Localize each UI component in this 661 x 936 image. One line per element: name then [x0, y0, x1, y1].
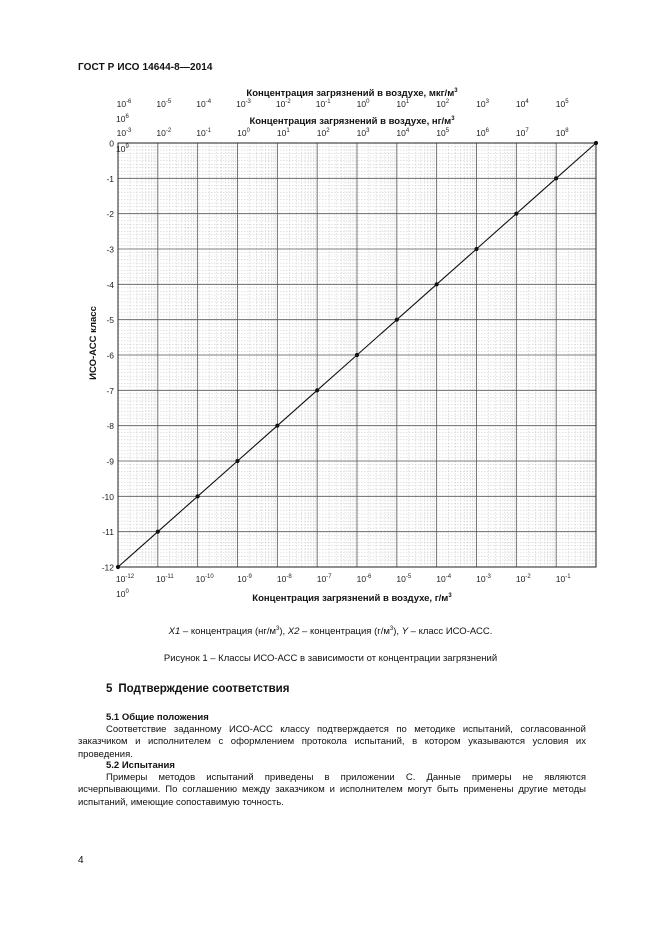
legend-sep-1: ), [279, 626, 288, 638]
section-number: 5 [106, 683, 113, 695]
top-axis-1-tick-label: $10^1$ [396, 99, 410, 109]
top-axis-2-tick-label: $10^3$ [356, 128, 370, 138]
top-axis-1-tick-label: $10^3$ [476, 99, 489, 109]
subsection-5-2-paragraph [78, 772, 586, 809]
top-axis-1-tick-label: $10^{-1}$ [315, 99, 331, 109]
bottom-axis-tick-label: $10^{-7}$ [316, 574, 332, 584]
top-axis-2-tick-label: $10^{-1}$ [196, 128, 212, 138]
document-header: ГОСТ Р ИСО 14644-8—2014 [78, 62, 213, 73]
legend-x2-sup: 3 [389, 626, 394, 632]
bottom-axis-tick-label: $10^{-3}$ [476, 574, 491, 584]
section-heading [106, 683, 295, 695]
data-point [196, 494, 200, 498]
top-axis-2-tick-label: $10^9$ [116, 144, 129, 154]
top-axis-2-tick-label: $10^{-3}$ [116, 128, 132, 138]
top-axis-1-tick-label: $10^{-3}$ [236, 99, 251, 109]
bottom-axis-tick-label: $10^{-2}$ [515, 574, 531, 584]
subsection-5-2-title: 5.2 Испытания [106, 760, 175, 771]
top-axis-1-tick-label: $10^5$ [555, 99, 569, 109]
top-axis-2-tick-label: $10^7$ [515, 128, 529, 138]
y-tick-label: -6 [106, 350, 114, 361]
top-axis-1-tick-label: $10^6$ [116, 114, 129, 124]
bottom-axis-tick-label: $10^{-11}$ [155, 574, 174, 584]
y-tick-label: -7 [106, 385, 114, 396]
top-axis-1-tick-label: $10^{-2}$ [275, 99, 291, 109]
top-axis-1-tick-label: $10^4$ [515, 99, 529, 109]
y-tick-label: -12 [101, 562, 114, 573]
data-point [554, 176, 558, 180]
data-point [435, 282, 439, 286]
legend-x1-text: – концентрация (нг/м [180, 626, 276, 638]
top-axis-2-tick-label: $10^2$ [316, 128, 330, 138]
y-tick-label: -2 [106, 209, 114, 220]
figure-caption: Рисунок 1 – Классы ИСО-АСС в зависимости от концентрации загрязнений [163, 653, 498, 664]
legend-x2-text: – концентрация (г/м [299, 626, 390, 638]
top-axis-2-tick-label: $10^0$ [237, 128, 250, 138]
top-axis-1-tick-label: $10^0$ [356, 99, 370, 109]
y-tick-label: -3 [106, 244, 114, 255]
data-point [514, 212, 518, 216]
data-point [116, 565, 120, 569]
legend-sep-2: ), [393, 626, 402, 638]
section-title: Подтверждение соответствия [118, 683, 290, 695]
subsection-5-1-title: 5.1 Общие положения [106, 712, 209, 723]
data-point [275, 424, 279, 428]
top-axis-1-tick-label: $10^2$ [436, 99, 450, 109]
y-tick-label: -5 [106, 315, 114, 326]
y-tick-label: -9 [106, 456, 114, 467]
top-axis-2-tick-label: $10^{-2}$ [156, 128, 172, 138]
top-axis-2-title: Концентрация загрязнений в воздухе, $нг/м^3$ [249, 116, 455, 127]
legend-y-text: – класс ИСО-АСС. [408, 626, 493, 638]
bottom-axis-tick-label: $10^{-10}$ [195, 574, 214, 584]
bottom-axis-tick-label: $10^{-6}$ [356, 574, 372, 584]
page-number: 4 [78, 855, 84, 866]
legend-y: Y [401, 626, 409, 638]
y-tick-label: -10 [101, 491, 114, 502]
bottom-axis-tick-label: $10^{-5}$ [396, 574, 412, 584]
subsection-5-1-paragraph [78, 724, 586, 761]
y-tick-label: -1 [106, 173, 114, 184]
data-point [315, 388, 319, 392]
data-point [395, 318, 399, 322]
legend-x1: X1 [168, 626, 181, 638]
data-point [355, 353, 359, 357]
legend-x1-sup: 3 [276, 626, 280, 632]
bottom-axis-tick-label: $10^{-9}$ [237, 574, 252, 584]
bottom-axis-title: Концентрация загрязнений в воздухе, $г/м^3$ [252, 593, 452, 604]
y-tick-label: -4 [106, 279, 114, 290]
subsection-5-2-text: Примеры методов испытаний приведены в приложении С. Данные примеры не являются исчерпывающими. По соглашению между заказчиком и исполнителем могут быть применены другие методы испытаний, имеющие сопоставимую точность. [78, 772, 586, 808]
top-axis-2-tick-label: $10^4$ [396, 128, 410, 138]
bottom-axis-tick-label: $10^{-1}$ [555, 574, 571, 584]
bottom-axis-tick-label: $10^{-12}$ [115, 574, 135, 584]
top-axis-2-tick-label: $10^1$ [276, 128, 290, 138]
figure-legend [0, 626, 661, 637]
data-point [156, 530, 160, 534]
top-axis-1-tick-label: $10^{-4}$ [196, 99, 212, 109]
data-point [235, 459, 239, 463]
y-axis-title: ИСО-АСС класс [88, 306, 99, 380]
y-tick-label: 0 [109, 138, 114, 149]
data-point [474, 247, 478, 251]
y-tick-label: -11 [102, 527, 114, 538]
data-point [594, 141, 598, 145]
top-axis-2-tick-label: $10^6$ [476, 128, 489, 138]
y-tick-label: -8 [106, 421, 114, 432]
legend-x2: X2 [287, 626, 300, 638]
subsection-5-1-text: Соответствие заданному ИСО-АСС классу подтверждается по методике испытаний, согласованной заказчиком и исполнителем с оформлением протокола испытаний, в котором указываются условия их проведения. [78, 724, 586, 760]
bottom-axis-tick-label: $10^0$ [116, 589, 129, 599]
top-axis-1-title: Концентрация загрязнений в воздухе, мкг/$м^3$ [246, 88, 458, 99]
top-axis-1-tick-label: $10^{-6}$ [116, 99, 132, 109]
bottom-axis-tick-label: $10^{-4}$ [436, 574, 452, 584]
top-axis-1-tick-label: $10^{-5}$ [156, 99, 172, 109]
bottom-axis-tick-label: $10^{-8}$ [276, 574, 292, 584]
top-axis-2-tick-label: $10^5$ [436, 128, 450, 138]
top-axis-2-tick-label: $10^8$ [555, 128, 569, 138]
